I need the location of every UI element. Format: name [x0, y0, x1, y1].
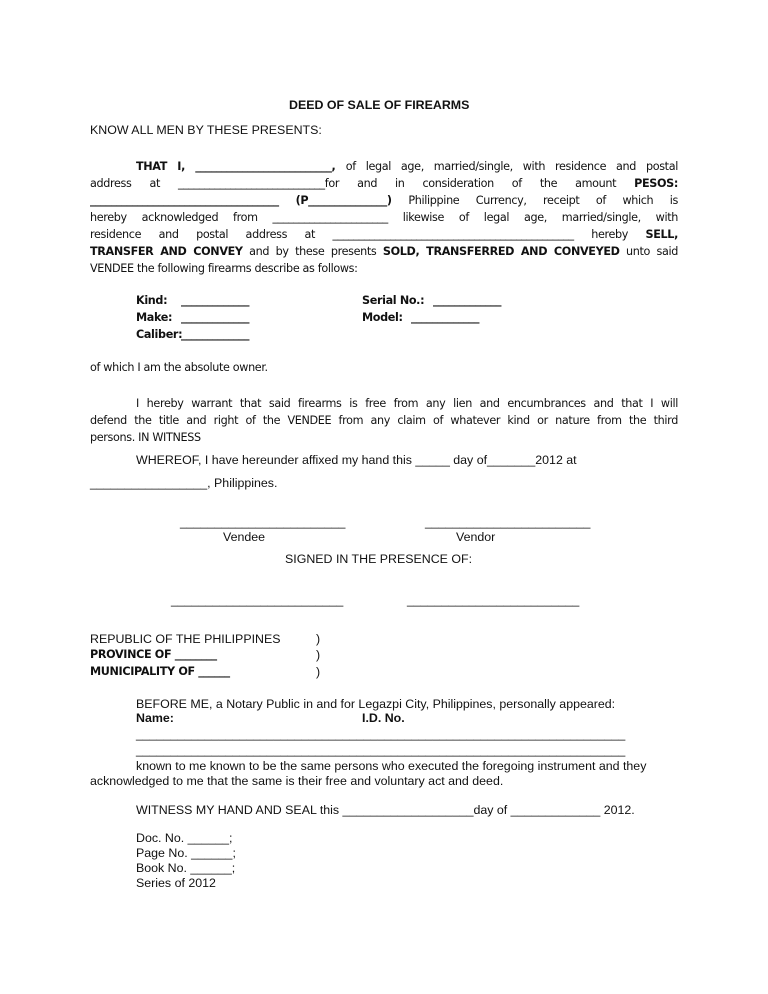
- para1-line7: VENDEE the following firearms describe as follows:: [90, 262, 358, 275]
- para1-line4: hereby acknowledged from ______________________ likewise of legal age, married/single, with: [90, 211, 678, 224]
- para1-amount-blank: ____________________________________ (P_______________): [90, 194, 409, 207]
- paren-2: ): [316, 648, 321, 662]
- vendee-label: Vendee: [223, 530, 266, 544]
- witness-line-1: _________________________: [171, 593, 344, 607]
- para1-that-i: THAT I,: [136, 160, 196, 173]
- province-line: PROVINCE OF ________: [90, 648, 217, 661]
- model-label: Model:: [362, 311, 403, 324]
- para1-text: and by these presents: [242, 245, 383, 258]
- known-line-1: known to me known to be the same persons who executed the foregoing instrument and they: [136, 759, 647, 773]
- known-line-2: acknowledged to me that the same is their free and voluntary act and deed.: [90, 774, 504, 788]
- para1-sold-transferred: SOLD, TRANSFERRED AND CONVEYED: [382, 245, 620, 258]
- serial-label: Serial No.:: [362, 294, 425, 307]
- para1-name-blank: __________________________,: [195, 160, 346, 173]
- kind-line: _____________: [181, 294, 250, 307]
- para1-line3: [90, 192, 678, 209]
- make-line: _____________: [181, 311, 250, 324]
- para1-text: address at: [90, 177, 178, 190]
- serial-line: _____________: [433, 294, 502, 307]
- para1-text: residence and postal address at ______________________________________________ hereby: [90, 228, 646, 241]
- document-title: DEED OF SALE OF FIREARMS: [289, 98, 470, 112]
- make-label: Make:: [136, 311, 173, 324]
- blank-line-1: _______________________________________________________________________: [136, 727, 626, 741]
- owner-line: of which I am the absolute owner.: [90, 361, 268, 374]
- republic-line: REPUBLIC OF THE PHILIPPINES: [90, 632, 281, 646]
- municipality-line: MUNICIPALITY OF ______: [90, 665, 230, 678]
- warrant-line1: I hereby warrant that said firearms is free from any lien and encumbrances and that I will: [136, 397, 678, 410]
- caliber-label: Caliber:: [136, 328, 183, 341]
- kind-label: Kind:: [136, 294, 168, 307]
- para1-text: for and in consideration of the amount: [324, 177, 635, 190]
- para1-line5: [90, 226, 678, 243]
- model-line: _____________: [411, 311, 480, 324]
- witness-hand-line: WITNESS MY HAND AND SEAL this ___________________day of _____________ 2012.: [136, 803, 635, 817]
- para1-text: of legal age, married/single, with residence and postal: [345, 160, 678, 173]
- para1-address-blank: ____________________________: [177, 177, 325, 190]
- vendor-label: Vendor: [456, 530, 496, 544]
- para1-line2: [90, 175, 678, 192]
- para1-line6: [90, 243, 678, 260]
- place-line: _________________, Philippines.: [90, 476, 278, 490]
- para1-text: unto said: [619, 245, 678, 258]
- caliber-line: _____________: [181, 328, 250, 341]
- witness-line-2: _________________________: [407, 593, 580, 607]
- name-label: Name:: [136, 711, 174, 725]
- vendee-signature-line: ________________________: [180, 515, 346, 529]
- know-all-men-line: KNOW ALL MEN BY THESE PRESENTS:: [90, 123, 322, 137]
- before-me-line: BEFORE ME, a Notary Public in and for Legazpi City, Philippines, personally appeared:: [136, 697, 616, 711]
- signed-presence-line: SIGNED IN THE PRESENCE OF:: [285, 552, 473, 566]
- para1-transfer-convey: TRANSFER AND CONVEY: [90, 245, 243, 258]
- vendor-signature-line: ________________________: [425, 515, 591, 529]
- book-no: Book No. ______;: [136, 861, 236, 875]
- paren-1: ): [316, 632, 321, 646]
- series: Series of 2012: [136, 876, 216, 890]
- para1-text: Philippine Currency, receipt of which is: [408, 194, 678, 207]
- id-no-label: I.D. No.: [362, 711, 405, 725]
- para1-line1: [90, 158, 678, 175]
- warrant-line3: persons. IN WITNESS: [90, 431, 201, 444]
- whereof-line: WHEREOF, I have hereunder affixed my hand this _____ day of_______2012 at: [136, 453, 577, 467]
- para1-sell: SELL,: [645, 228, 678, 241]
- blank-line-2: _______________________________________________________________________: [136, 743, 626, 757]
- page-no: Page No. ______;: [136, 846, 236, 860]
- doc-no: Doc. No. ______;: [136, 831, 233, 845]
- para1-pesos: PESOS:: [634, 177, 678, 190]
- warrant-line2: defend the title and right of the VENDEE from any claim of whatever kind or nature from the third: [90, 414, 678, 427]
- paren-3: ): [316, 665, 321, 679]
